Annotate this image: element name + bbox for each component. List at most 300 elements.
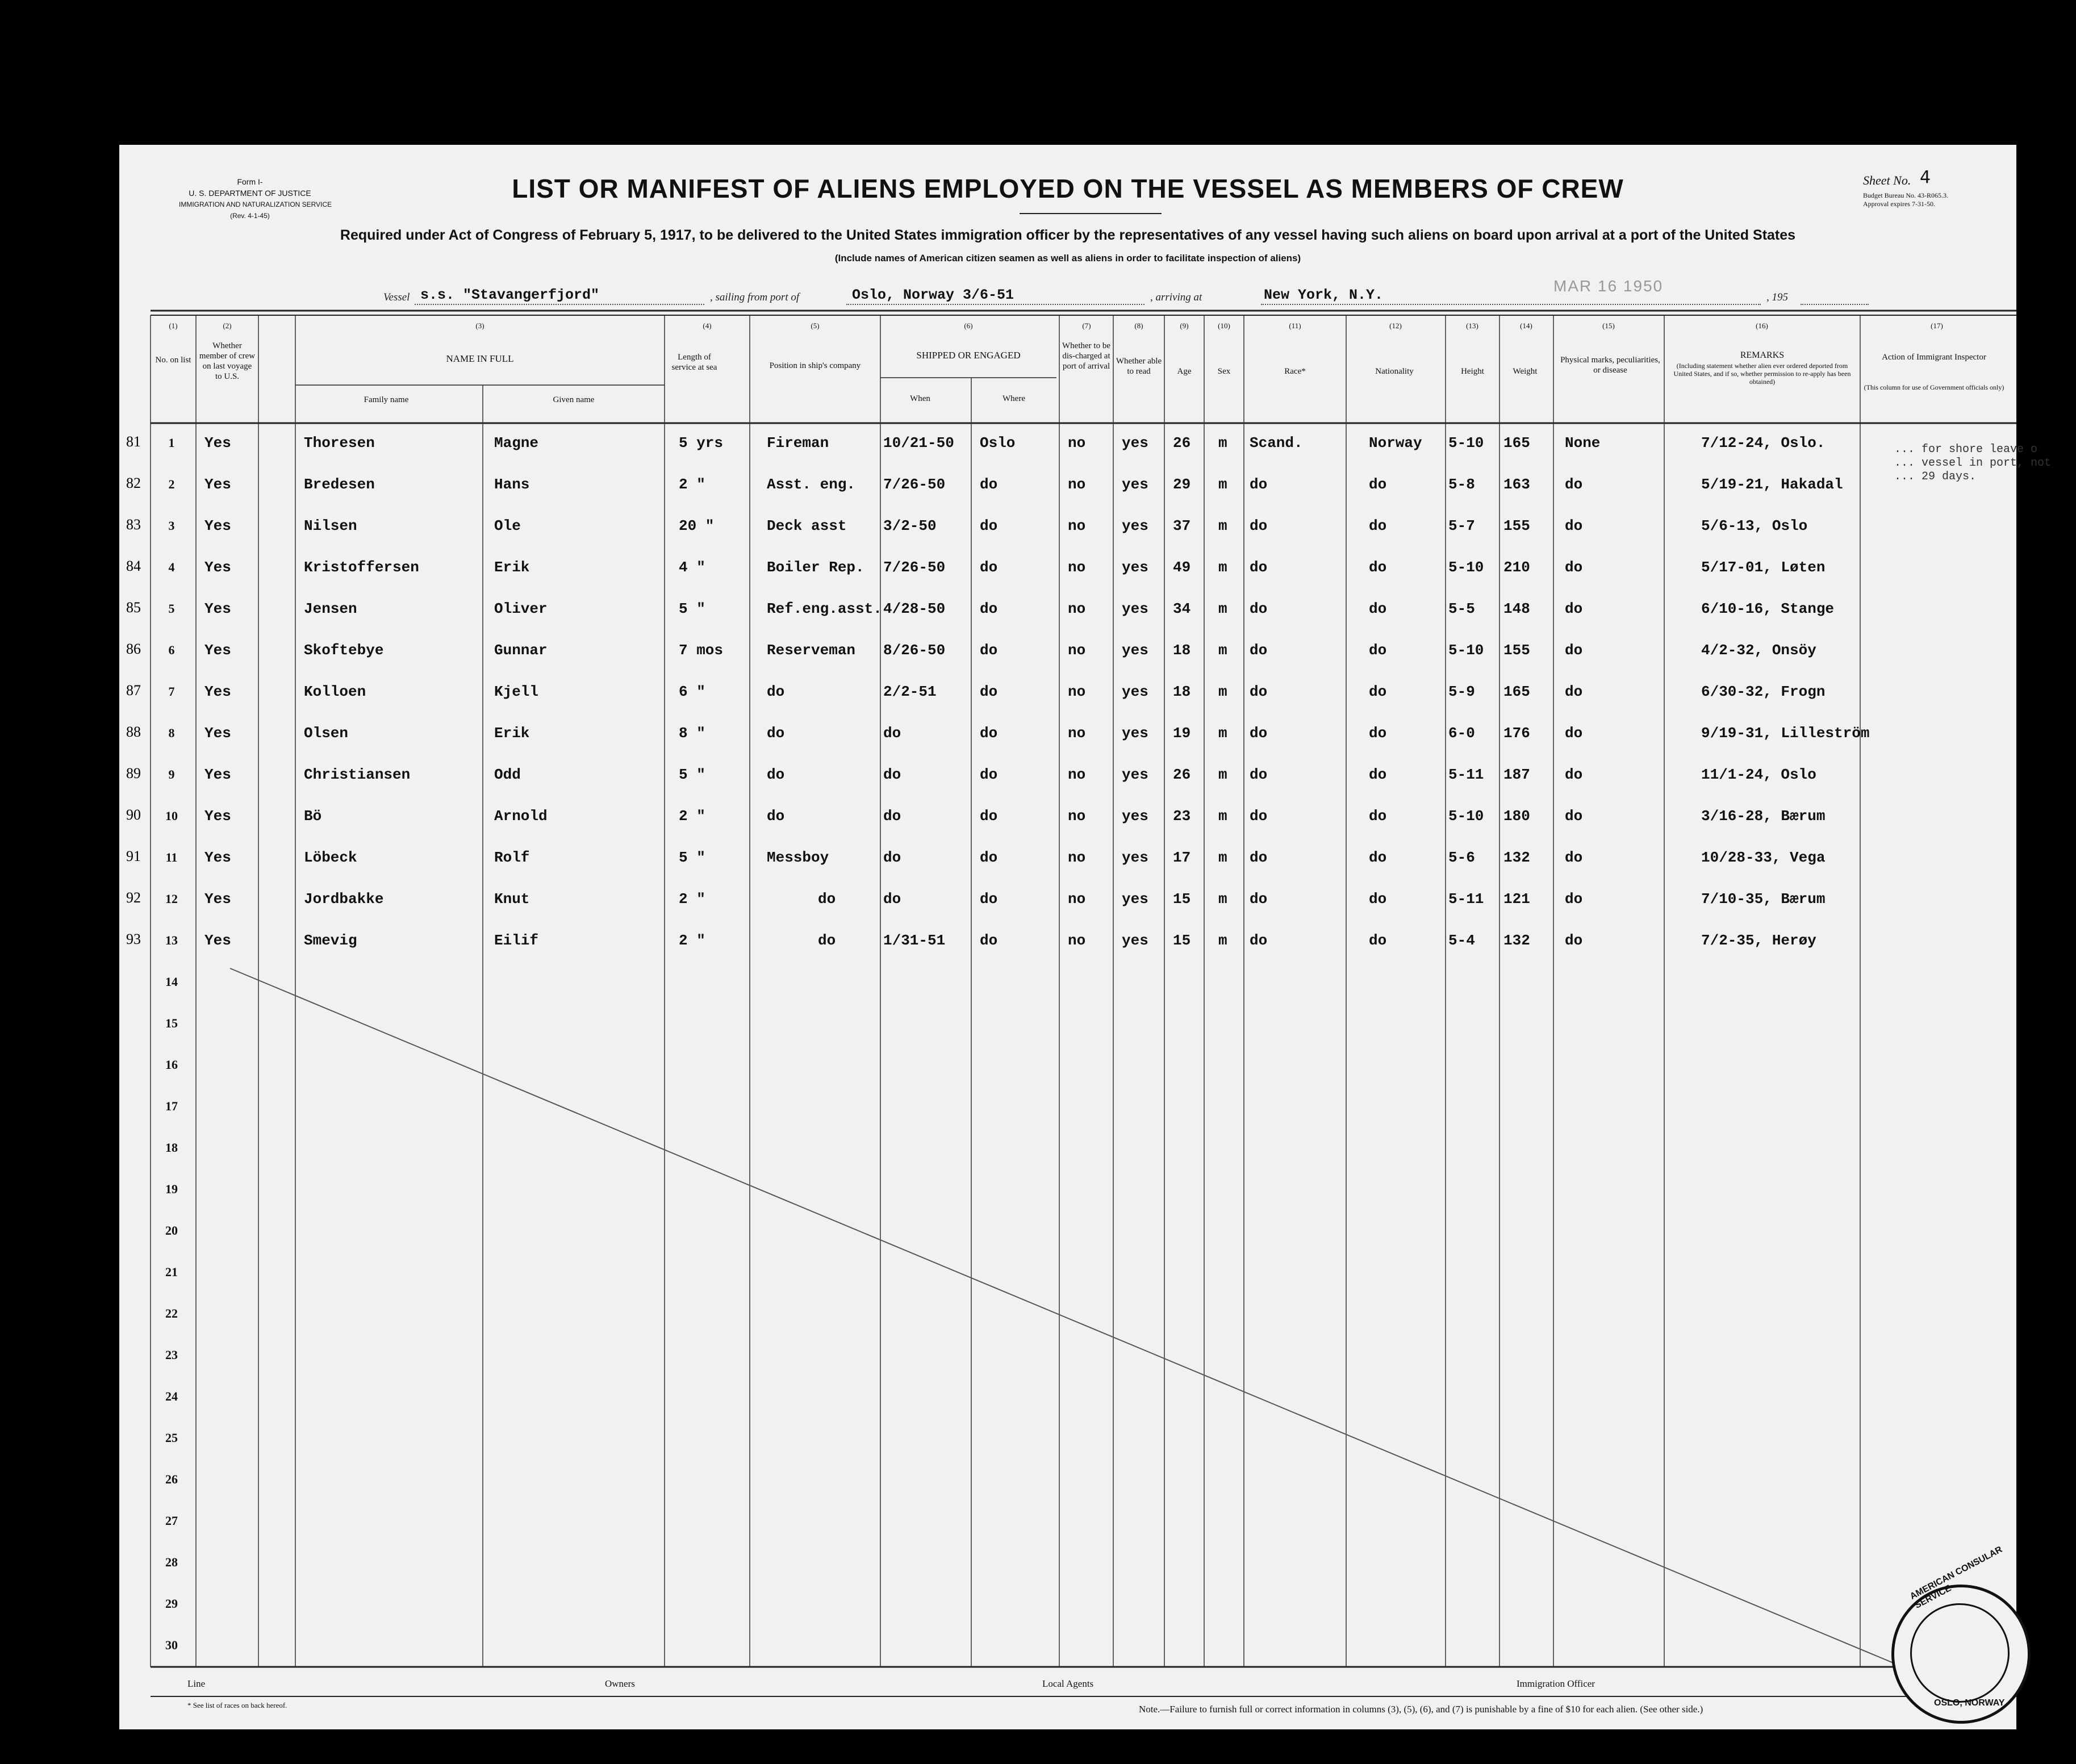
cell-when: 1/31-51 xyxy=(883,932,946,949)
cell-nationality: do xyxy=(1369,849,1387,866)
cell-nationality: do xyxy=(1369,766,1387,783)
cell-sex: m xyxy=(1218,434,1227,452)
cell-when: do xyxy=(883,849,901,866)
budget-bureau-no: Budget Bureau No. 43-R065.3. xyxy=(1863,191,1948,199)
cell-position: Ref.eng.asst. xyxy=(767,600,882,617)
cell-height: 5-10 xyxy=(1448,559,1484,576)
cell-read: yes xyxy=(1122,766,1148,783)
cell-sex: m xyxy=(1218,849,1227,866)
cell-service: 8 " xyxy=(679,725,705,742)
cell-discharged: no xyxy=(1068,517,1086,534)
cell-service: 2 " xyxy=(679,476,705,493)
cell-height: 5-11 xyxy=(1448,891,1484,908)
form-number: Form I- xyxy=(237,177,263,186)
row-number: 23 xyxy=(165,1348,178,1362)
cell-marks: do xyxy=(1565,725,1583,742)
cell-age: 15 xyxy=(1173,891,1191,908)
cell-age: 26 xyxy=(1173,766,1191,783)
cell-read: yes xyxy=(1122,683,1148,700)
cell-family: Skoftebye xyxy=(304,642,384,659)
service-name: IMMIGRATION AND NATURALIZATION SERVICE xyxy=(179,200,332,208)
cell-marks: do xyxy=(1565,642,1583,659)
cell-where: do xyxy=(980,849,998,866)
margin-sequence-number: 92 xyxy=(126,889,141,906)
col-header-sex: Sex xyxy=(1217,367,1231,376)
col-header-discharged: Whether to be dis-charged at port of arrival xyxy=(1062,341,1110,371)
cell-read: yes xyxy=(1122,434,1148,452)
cell-service: 4 " xyxy=(679,559,705,576)
col-header-action: Action of Immigrant Inspector xyxy=(1882,353,1986,362)
cell-race: do xyxy=(1250,725,1268,742)
row-number: 1 xyxy=(168,436,175,450)
cell-nationality: do xyxy=(1369,476,1387,493)
approval-expiry: Approval expires 7-31-50. xyxy=(1863,200,1935,208)
cell-remarks: 6/10-16, Stange xyxy=(1701,600,1835,617)
cell-read: yes xyxy=(1122,600,1148,617)
cell-where: do xyxy=(980,932,998,949)
row-number: 4 xyxy=(168,560,175,574)
seal-text-bottom: OSLO, NORWAY xyxy=(1934,1698,2005,1708)
cell-height: 5-11 xyxy=(1448,766,1484,783)
row-number: 17 xyxy=(165,1099,178,1113)
row-number: 11 xyxy=(165,850,178,864)
col-header-service: Length of service at sea xyxy=(671,353,717,372)
cell-where: do xyxy=(980,683,998,700)
cell-service: 2 " xyxy=(679,891,705,908)
col-header-when: When xyxy=(910,394,930,403)
races-footnote: * See list of races on back hereof. xyxy=(187,1701,287,1709)
cell-service: 2 " xyxy=(679,808,705,825)
cell-nationality: do xyxy=(1369,642,1387,659)
col-header-position: Position in ship's company xyxy=(769,361,861,370)
cell-read: yes xyxy=(1122,725,1148,742)
cell-read: yes xyxy=(1122,559,1148,576)
cell-nationality: do xyxy=(1369,600,1387,617)
cell-race: do xyxy=(1250,600,1268,617)
cell-weight: 148 xyxy=(1503,600,1530,617)
cell-position: do xyxy=(767,683,785,700)
row-number: 8 xyxy=(168,726,175,740)
margin-sequence-number: 83 xyxy=(126,516,141,533)
cell-crew: Yes xyxy=(204,642,231,659)
arriving-label: , arriving at xyxy=(1150,291,1202,303)
cell-family: Bredesen xyxy=(304,476,375,493)
margin-sequence-number: 87 xyxy=(126,682,141,699)
cell-discharged: no xyxy=(1068,642,1086,659)
cell-where: do xyxy=(980,517,998,534)
row-number: 15 xyxy=(165,1016,178,1030)
cell-race: do xyxy=(1250,891,1268,908)
col-header-height: Height xyxy=(1461,367,1484,376)
cell-age: 18 xyxy=(1173,642,1191,659)
cell-discharged: no xyxy=(1068,559,1086,576)
cell-remarks: 9/19-31, Lilleström xyxy=(1701,725,1870,742)
row-number: 21 xyxy=(165,1265,178,1279)
col-header-marks: Physical marks, peculiarities, or disease xyxy=(1560,356,1660,375)
margin-sequence-number: 88 xyxy=(126,724,141,740)
cell-weight: 121 xyxy=(1503,891,1530,908)
cell-family: Smevig xyxy=(304,932,357,949)
cell-height: 5-7 xyxy=(1448,517,1475,534)
cell-family: Bö xyxy=(304,808,322,825)
cell-read: yes xyxy=(1122,517,1148,534)
cell-given: Ole xyxy=(494,517,521,534)
row-number: 2 xyxy=(168,477,175,491)
cell-read: yes xyxy=(1122,808,1148,825)
vessel-label: Vessel xyxy=(383,291,410,303)
cell-weight: 132 xyxy=(1503,932,1530,949)
cell-height: 6-0 xyxy=(1448,725,1475,742)
row-number: 29 xyxy=(165,1596,178,1611)
cell-race: do xyxy=(1250,683,1268,700)
cell-crew: Yes xyxy=(204,932,231,949)
cell-marks: do xyxy=(1565,808,1583,825)
cell-height: 5-5 xyxy=(1448,600,1475,617)
cell-crew: Yes xyxy=(204,517,231,534)
cell-marks: do xyxy=(1565,600,1583,617)
cell-crew: Yes xyxy=(204,434,231,452)
cell-given: Erik xyxy=(494,559,530,576)
cell-given: Kjell xyxy=(494,683,539,700)
cell-crew: Yes xyxy=(204,476,231,493)
cell-position: Fireman xyxy=(767,434,829,452)
col-header-no: No. on list xyxy=(155,356,191,365)
col-header-race: Race* xyxy=(1284,367,1306,376)
cell-where: do xyxy=(980,559,998,576)
cell-weight: 163 xyxy=(1503,476,1530,493)
manifest-sheet xyxy=(119,145,2052,1729)
cell-crew: Yes xyxy=(204,766,231,783)
cell-position: do xyxy=(767,725,785,742)
cell-service: 5 " xyxy=(679,849,705,866)
cell-sex: m xyxy=(1218,600,1227,617)
cell-family: Jordbakke xyxy=(304,891,384,908)
col-header-shipped: SHIPPED OR ENGAGED xyxy=(916,350,1021,361)
penalty-note: Note.—Failure to furnish full or correct information in columns (3), (5), (6), and (7) is punishable by a fine of $10 for each alien. (See other side.) xyxy=(1139,1704,1703,1715)
cell-discharged: no xyxy=(1068,766,1086,783)
cell-age: 19 xyxy=(1173,725,1191,742)
cell-where: Oslo xyxy=(980,434,1016,452)
department-name: U. S. DEPARTMENT OF JUSTICE xyxy=(189,189,311,198)
cell-crew: Yes xyxy=(204,849,231,866)
cell-weight: 187 xyxy=(1503,766,1530,783)
cell-sex: m xyxy=(1218,808,1227,825)
column-number: (5) xyxy=(811,321,820,330)
cell-service: 7 mos xyxy=(679,642,724,659)
margin-sequence-number: 90 xyxy=(126,806,141,823)
cell-race: do xyxy=(1250,849,1268,866)
cell-race: do xyxy=(1250,559,1268,576)
cell-position: do xyxy=(818,932,836,949)
cell-race: Scand. xyxy=(1250,434,1303,452)
cell-family: Nilsen xyxy=(304,517,357,534)
cell-read: yes xyxy=(1122,891,1148,908)
cell-discharged: no xyxy=(1068,683,1086,700)
cell-when: 2/2-51 xyxy=(883,683,937,700)
subtitle: Required under Act of Congress of February 5, 1917, to be delivered to the United States immigration officer by the representatives of any vessel having such aliens on board upon arrival at a port of the United States xyxy=(340,227,1796,243)
year-label: , 195 xyxy=(1766,291,1788,303)
cell-given: Hans xyxy=(494,476,530,493)
cell-age: 34 xyxy=(1173,600,1191,617)
cell-race: do xyxy=(1250,808,1268,825)
cell-marks: do xyxy=(1565,891,1583,908)
cell-marks: do xyxy=(1565,683,1583,700)
row-number: 16 xyxy=(165,1057,178,1072)
remark-note-line: ... for shore leave o xyxy=(1894,443,2038,456)
cell-read: yes xyxy=(1122,849,1148,866)
cell-given: Arnold xyxy=(494,808,548,825)
cell-when: do xyxy=(883,891,901,908)
cell-family: Kristoffersen xyxy=(304,559,419,576)
col-header-action-note: (This column for use of Government officials only) xyxy=(1864,383,2004,391)
cell-nationality: do xyxy=(1369,891,1387,908)
cell-where: do xyxy=(980,476,998,493)
cell-age: 26 xyxy=(1173,434,1191,452)
cell-marks: do xyxy=(1565,559,1583,576)
cell-age: 29 xyxy=(1173,476,1191,493)
cell-sex: m xyxy=(1218,517,1227,534)
cell-when: do xyxy=(883,808,901,825)
cell-race: do xyxy=(1250,517,1268,534)
cell-where: do xyxy=(980,642,998,659)
cell-position: Reserveman xyxy=(767,642,856,659)
cell-crew: Yes xyxy=(204,725,231,742)
cell-weight: 165 xyxy=(1503,434,1530,452)
col-header-weight: Weight xyxy=(1513,367,1538,376)
cell-where: do xyxy=(980,891,998,908)
row-number: 27 xyxy=(165,1514,178,1528)
cell-age: 49 xyxy=(1173,559,1191,576)
margin-sequence-number: 93 xyxy=(126,931,141,947)
cell-nationality: Norway xyxy=(1369,434,1422,452)
cell-discharged: no xyxy=(1068,849,1086,866)
arriving-port: New York, N.Y. xyxy=(1264,287,1384,303)
cell-read: yes xyxy=(1122,476,1148,493)
cell-given: Knut xyxy=(494,891,530,908)
cell-given: Magne xyxy=(494,434,539,452)
cell-nationality: do xyxy=(1369,517,1387,534)
cell-crew: Yes xyxy=(204,559,231,576)
cell-remarks: 3/16-28, Bærum xyxy=(1701,808,1826,825)
cell-where: do xyxy=(980,725,998,742)
cell-sex: m xyxy=(1218,476,1227,493)
cell-family: Kolloen xyxy=(304,683,366,700)
cell-discharged: no xyxy=(1068,725,1086,742)
cell-marks: do xyxy=(1565,849,1583,866)
margin-sequence-number: 85 xyxy=(126,599,141,616)
cell-when: 3/2-50 xyxy=(883,517,937,534)
cell-height: 5-10 xyxy=(1448,642,1484,659)
cell-remarks: 5/17-01, Løten xyxy=(1701,559,1826,576)
cell-nationality: do xyxy=(1369,932,1387,949)
row-number: 7 xyxy=(168,684,175,699)
row-number: 10 xyxy=(165,809,178,823)
remark-note-line: ... 29 days. xyxy=(1894,470,1977,483)
page-title: LIST OR MANIFEST OF ALIENS EMPLOYED ON THE VESSEL AS MEMBERS OF CREW xyxy=(512,174,1624,203)
cell-weight: 180 xyxy=(1503,808,1530,825)
cell-weight: 165 xyxy=(1503,683,1530,700)
cell-given: Oliver xyxy=(494,600,548,617)
cancellation-line xyxy=(230,968,1903,1667)
cell-when: do xyxy=(883,766,901,783)
footer-owners-label: Owners xyxy=(605,1678,635,1689)
cell-sex: m xyxy=(1218,932,1227,949)
cell-nationality: do xyxy=(1369,559,1387,576)
cell-weight: 155 xyxy=(1503,517,1530,534)
cell-height: 5-6 xyxy=(1448,849,1475,866)
cell-marks: do xyxy=(1565,476,1583,493)
sailing-label: , sailing from port of xyxy=(710,291,800,303)
cell-age: 23 xyxy=(1173,808,1191,825)
row-number: 9 xyxy=(168,767,175,781)
footer-line-label: Line xyxy=(187,1678,206,1689)
seal-inner-ring xyxy=(1910,1603,2010,1703)
cell-family: Christiansen xyxy=(304,766,411,783)
cell-race: do xyxy=(1250,766,1268,783)
cell-marks: None xyxy=(1565,434,1601,452)
cell-race: do xyxy=(1250,476,1268,493)
cell-weight: 155 xyxy=(1503,642,1530,659)
cell-age: 17 xyxy=(1173,849,1191,866)
row-number: 30 xyxy=(165,1638,178,1652)
cell-nationality: do xyxy=(1369,683,1387,700)
column-number: (6) xyxy=(964,321,973,330)
cell-given: Erik xyxy=(494,725,530,742)
cell-remarks: 10/28-33, Vega xyxy=(1701,849,1826,866)
col-header-nationality: Nationality xyxy=(1375,367,1414,376)
cell-remarks: 5/19-21, Hakadal xyxy=(1701,476,1843,493)
footer-officer-label: Immigration Officer xyxy=(1517,1678,1595,1689)
cell-weight: 176 xyxy=(1503,725,1530,742)
cell-family: Löbeck xyxy=(304,849,357,866)
row-number: 12 xyxy=(165,892,178,906)
col-header-remarks: REMARKS xyxy=(1740,350,1785,360)
cell-read: yes xyxy=(1122,642,1148,659)
cell-marks: do xyxy=(1565,766,1583,783)
cell-given: Odd xyxy=(494,766,521,783)
col-header-where: Where xyxy=(1003,394,1025,403)
cell-remarks: 11/1-24, Oslo xyxy=(1701,766,1816,783)
cell-service: 5 yrs xyxy=(679,434,724,452)
cell-remarks: 6/30-32, Frogn xyxy=(1701,683,1826,700)
cell-service: 5 " xyxy=(679,600,705,617)
cell-position: Boiler Rep. xyxy=(767,559,864,576)
cell-remarks: 7/12-24, Oslo. xyxy=(1701,434,1826,452)
column-number: (14) xyxy=(1520,321,1532,330)
cell-discharged: no xyxy=(1068,808,1086,825)
cell-where: do xyxy=(980,766,998,783)
cell-marks: do xyxy=(1565,932,1583,949)
col-header-read: Whether able to read xyxy=(1116,357,1162,376)
row-number: 3 xyxy=(168,519,175,533)
cell-remarks: 5/6-13, Oslo xyxy=(1701,517,1808,534)
cell-position: do xyxy=(818,891,836,908)
cell-discharged: no xyxy=(1068,600,1086,617)
row-number: 28 xyxy=(165,1555,178,1569)
cell-discharged: no xyxy=(1068,434,1086,452)
cell-when: 4/28-50 xyxy=(883,600,946,617)
sailing-port: Oslo, Norway 3/6-51 xyxy=(852,287,1014,303)
cell-given: Rolf xyxy=(494,849,530,866)
margin-sequence-number: 91 xyxy=(126,848,141,864)
margin-sequence-number: 89 xyxy=(126,765,141,781)
row-number: 20 xyxy=(165,1223,178,1238)
cell-remarks: 7/2-35, Herøy xyxy=(1701,932,1816,949)
row-number: 14 xyxy=(165,975,178,989)
cell-nationality: do xyxy=(1369,808,1387,825)
column-number: (15) xyxy=(1602,321,1615,330)
cell-service: 6 " xyxy=(679,683,705,700)
col-header-crew: Whether member of crew on last voyage to U.S. xyxy=(199,341,256,381)
cell-when: 7/26-50 xyxy=(883,476,946,493)
cell-race: do xyxy=(1250,642,1268,659)
cell-where: do xyxy=(980,600,998,617)
row-number: 13 xyxy=(165,933,178,947)
row-number: 24 xyxy=(165,1389,178,1403)
seal-text-top: AMERICAN CONSULAR SERVICE xyxy=(1908,1544,2004,1611)
cell-height: 5-10 xyxy=(1448,434,1484,452)
cell-service: 2 " xyxy=(679,932,705,949)
cell-remarks: 7/10-35, Bærum xyxy=(1701,891,1826,908)
cell-sex: m xyxy=(1218,766,1227,783)
cell-sex: m xyxy=(1218,642,1227,659)
column-number: (1) xyxy=(169,321,178,330)
cell-position: do xyxy=(767,766,785,783)
margin-sequence-number: 81 xyxy=(126,433,141,450)
remark-note-line: ... vessel in port, not xyxy=(1894,457,2052,470)
column-number: (8) xyxy=(1134,321,1143,330)
cell-crew: Yes xyxy=(204,808,231,825)
column-number: (3) xyxy=(475,321,484,330)
cell-height: 5-9 xyxy=(1448,683,1475,700)
cell-position: do xyxy=(767,808,785,825)
margin-sequence-number: 84 xyxy=(126,558,141,574)
cell-given: Gunnar xyxy=(494,642,548,659)
col-header-given: Given name xyxy=(553,395,595,404)
cell-age: 37 xyxy=(1173,517,1191,534)
vessel-name: s.s. "Stavangerfjord" xyxy=(420,287,600,303)
margin-sequence-number: 86 xyxy=(126,641,141,657)
cell-position: Messboy xyxy=(767,849,829,866)
cell-service: 5 " xyxy=(679,766,705,783)
cell-when: 10/21-50 xyxy=(883,434,954,452)
row-number: 25 xyxy=(165,1431,178,1445)
row-number: 26 xyxy=(165,1472,178,1486)
cell-height: 5-10 xyxy=(1448,808,1484,825)
col-header-remarks-note: (Including statement whether alien ever ordered deported from United States, and if so, whether permission to re-apply has been obtained) xyxy=(1673,362,1851,386)
cell-sex: m xyxy=(1218,891,1227,908)
cell-family: Olsen xyxy=(304,725,349,742)
column-number: (17) xyxy=(1931,321,1943,330)
sheet-number-value: 4 xyxy=(1920,168,1931,187)
cell-family: Thoresen xyxy=(304,434,375,452)
cell-sex: m xyxy=(1218,725,1227,742)
column-number: (2) xyxy=(223,321,232,330)
sheet-number-label: Sheet No. xyxy=(1863,173,1911,187)
column-number: (12) xyxy=(1389,321,1402,330)
column-number: (9) xyxy=(1180,321,1189,330)
cell-discharged: no xyxy=(1068,891,1086,908)
cell-position: Asst. eng. xyxy=(767,476,856,493)
cell-weight: 210 xyxy=(1503,559,1530,576)
cell-marks: do xyxy=(1565,517,1583,534)
col-header-age: Age xyxy=(1177,367,1192,376)
form-revision: (Rev. 4-1-45) xyxy=(230,212,270,220)
row-number: 22 xyxy=(165,1306,178,1320)
row-number: 18 xyxy=(165,1140,178,1155)
cell-when: 8/26-50 xyxy=(883,642,946,659)
footer-agents-label: Local Agents xyxy=(1042,1678,1094,1689)
